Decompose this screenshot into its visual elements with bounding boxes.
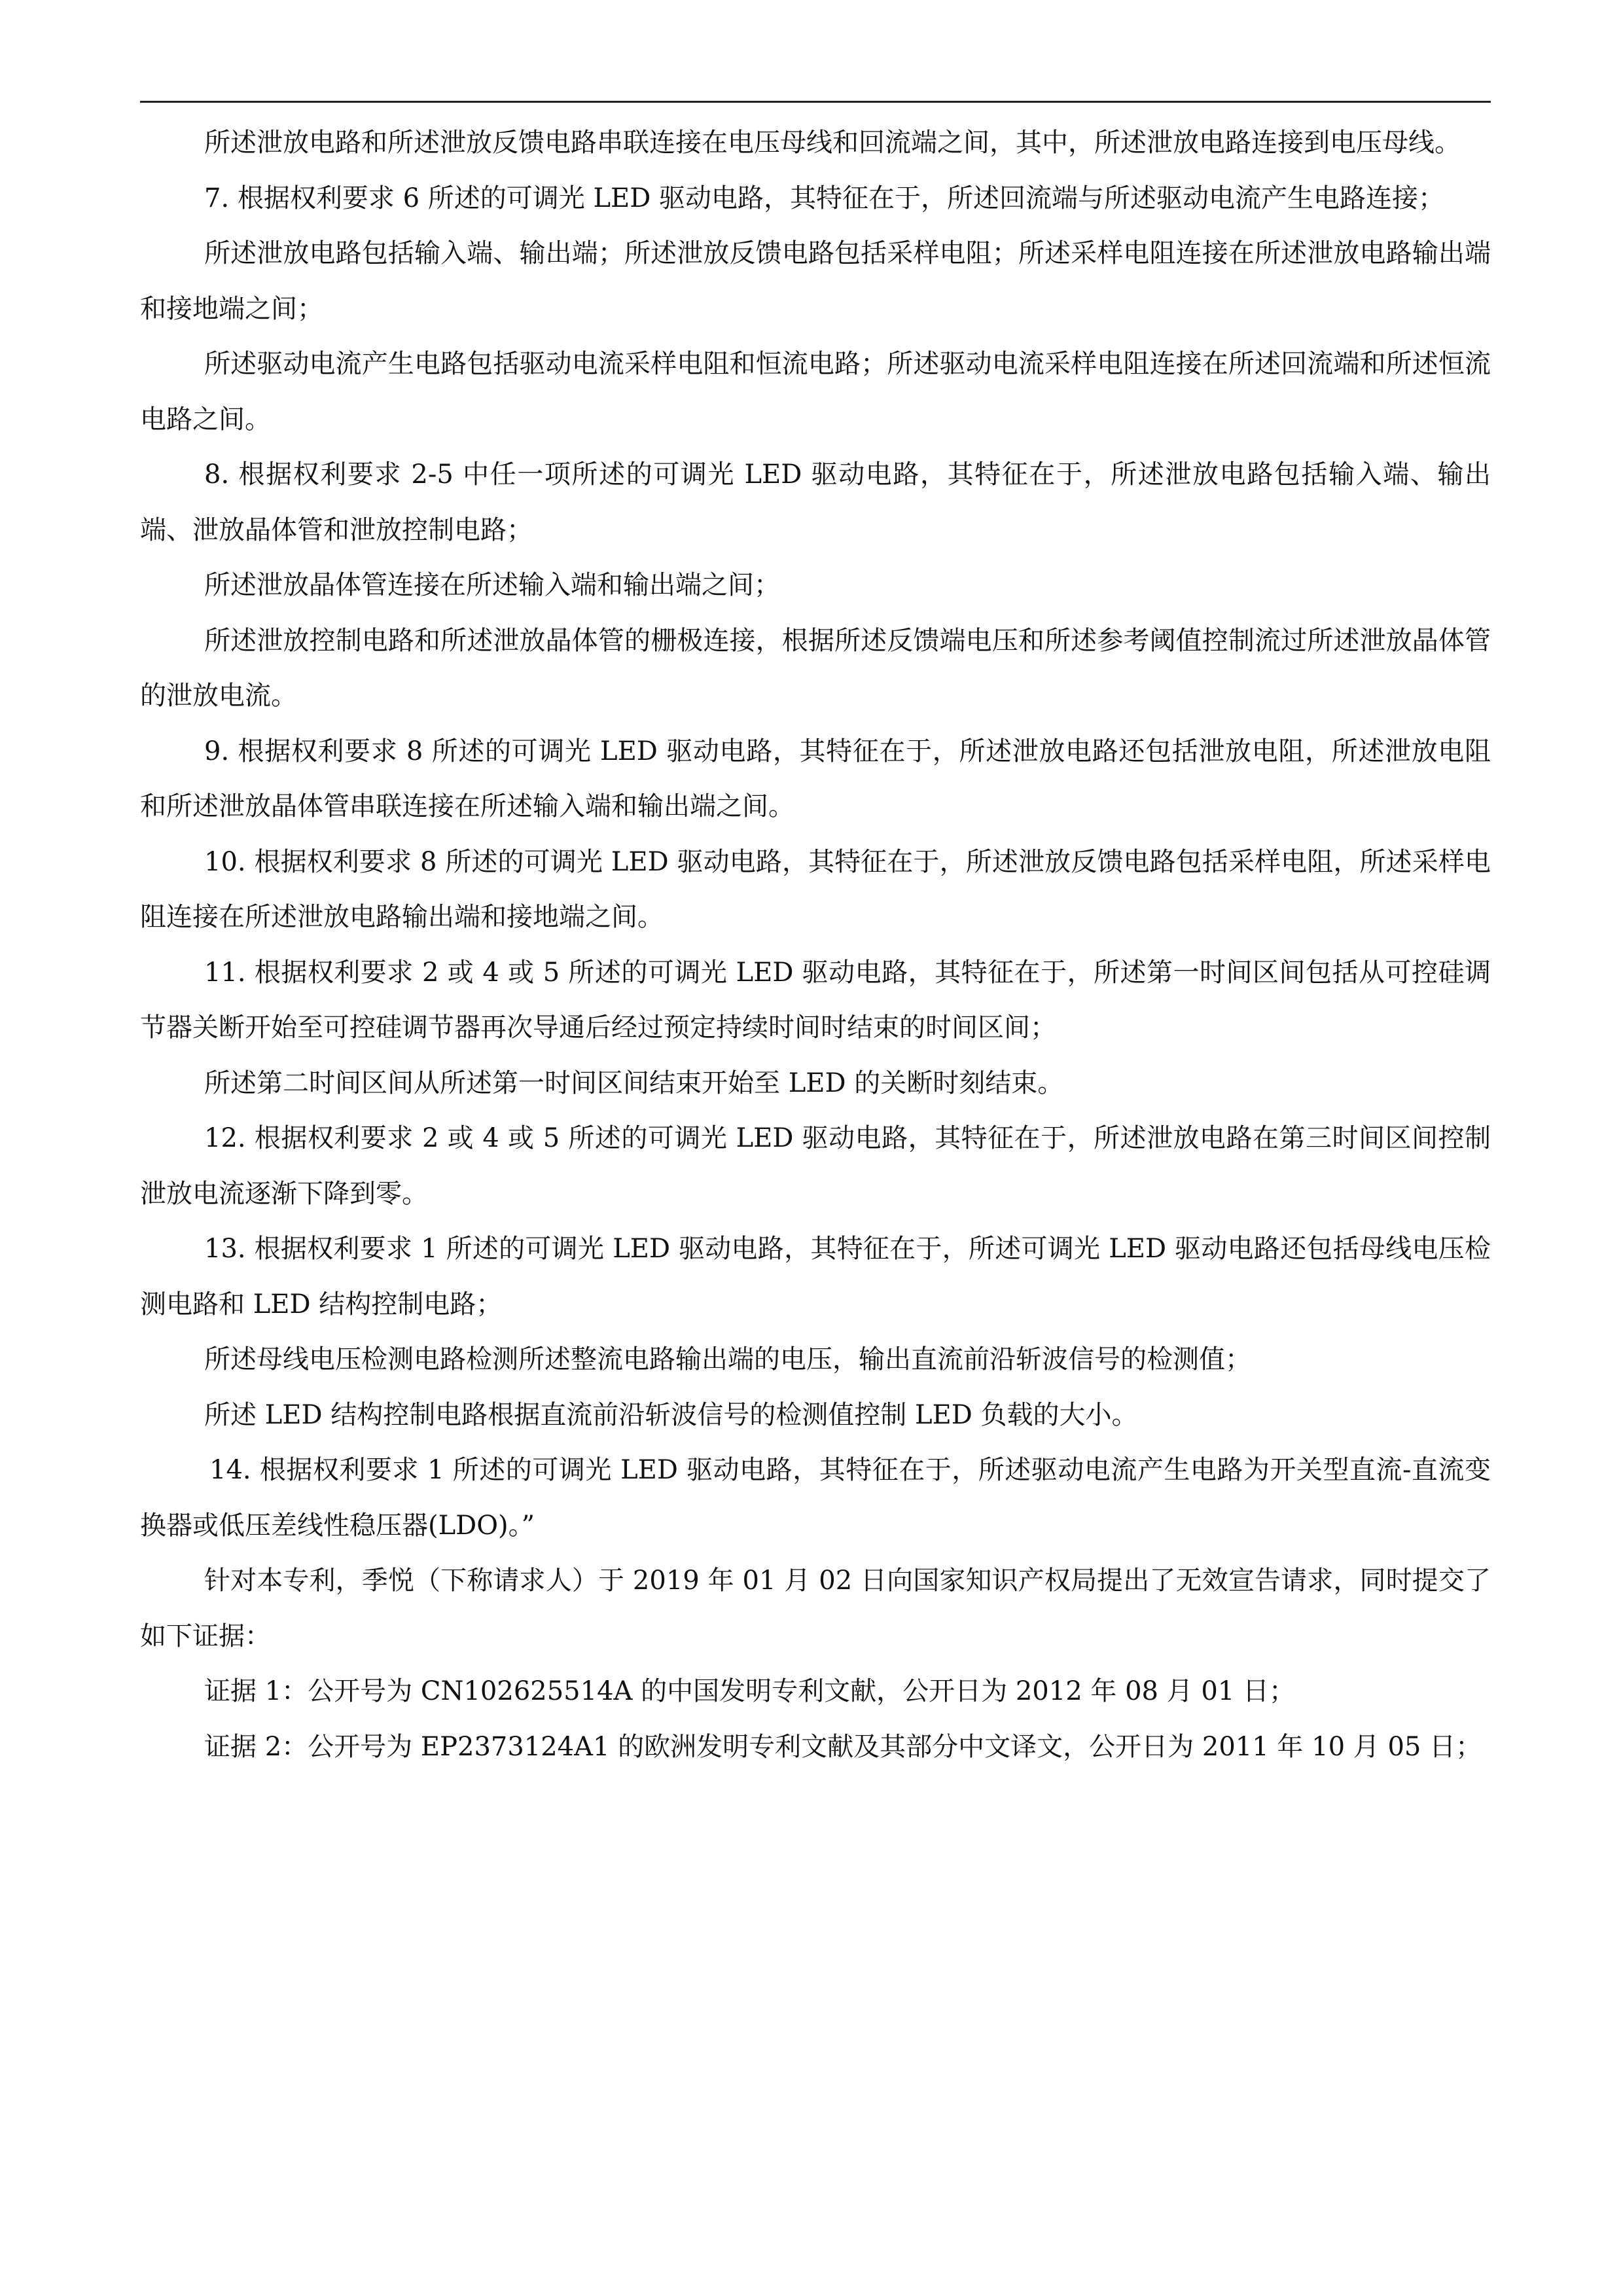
claim-9: 9. 根据权利要求 8 所述的可调光 LED 驱动电路，其特征在于，所述泄放电路还包括泄放电阻，所述泄放电阻和所述泄放晶体管串联连接在所述输入端和输出端之间。 bbox=[140, 736, 1491, 821]
paragraph: 所述泄放电路包括输入端、输出端；所述泄放反馈电路包括采样电阻；所述采样电阻连接在所述泄放电路输出端和接地端之间； bbox=[140, 238, 1491, 324]
paragraph: 所述泄放晶体管连接在所述输入端和输出端之间； bbox=[204, 570, 780, 600]
paragraph: 所述泄放电路和所述泄放反馈电路串联连接在电压母线和回流端之间，其中，所述泄放电路连接到电压母线。 bbox=[204, 128, 1461, 158]
claim-7: 7. 根据权利要求 6 所述的可调光 LED 驱动电路，其特征在于，所述回流端与所述驱动电流产生电路连接； bbox=[204, 183, 1445, 213]
evidence-2: 证据 2：公开号为 EP2373124A1 的欧洲发明专利文献及其部分中文译文，公开日为 2011 年 10 月 05 日； bbox=[204, 1731, 1482, 1762]
paragraph: 所述母线电压检测电路检测所述整流电路输出端的电压，输出直流前沿斩波信号的检测值； bbox=[204, 1344, 1251, 1374]
claim-8: 8. 根据权利要求 2-5 中任一项所述的可调光 LED 驱动电路，其特征在于，所述泄放电路包括输入端、输出端、泄放晶体管和泄放控制电路； bbox=[140, 459, 1491, 545]
claim-13: 13. 根据权利要求 1 所述的可调光 LED 驱动电路，其特征在于，所述可调光 LED 驱动电路还包括母线电压检测电路和 LED 结构控制电路； bbox=[140, 1234, 1491, 1319]
paragraph: 所述泄放控制电路和所述泄放晶体管的栅极连接，根据所述反馈端电压和所述参考阈值控制流过所述泄放晶体管的泄放电流。 bbox=[140, 625, 1491, 711]
claim-12: 12. 根据权利要求 2 或 4 或 5 所述的可调光 LED 驱动电路，其特征在于，所述泄放电路在第三时间区间控制泄放电流逐渐下降到零。 bbox=[140, 1123, 1491, 1209]
claim-14: 14. 根据权利要求 1 所述的可调光 LED 驱动电路，其特征在于，所述驱动电流产生电路为开关型直流-直流变换器或低压差线性稳压器(LDO)。” bbox=[140, 1455, 1491, 1541]
paragraph: 所述第二时间区间从所述第一时间区间结束开始至 LED 的关断时刻结束。 bbox=[204, 1067, 1064, 1098]
claim-11: 11. 根据权利要求 2 或 4 或 5 所述的可调光 LED 驱动电路，其特征在于，所述第一时间区间包括从可控硅调节器关断开始至可控硅调节器再次导通后经过预定持续时间时结束的时间区间； bbox=[140, 957, 1491, 1043]
header-rule bbox=[140, 101, 1491, 103]
claim-10: 10. 根据权利要求 8 所述的可调光 LED 驱动电路，其特征在于，所述泄放反馈电路包括采样电阻，所述采样电阻连接在所述泄放电路输出端和接地端之间。 bbox=[140, 846, 1491, 932]
request-paragraph: 针对本专利，季悦（下称请求人）于 2019 年 01 月 02 日向国家知识产权局提出了无效宣告请求，同时提交了如下证据： bbox=[140, 1566, 1491, 1651]
evidence-1: 证据 1：公开号为 CN102625514A 的中国发明专利文献，公开日为 2012 年 08 月 01 日； bbox=[204, 1676, 1296, 1706]
paragraph: 所述 LED 结构控制电路根据直流前沿斩波信号的检测值控制 LED 负载的大小。 bbox=[204, 1399, 1138, 1430]
paragraph: 所述驱动电流产生电路包括驱动电流采样电阻和恒流电路；所述驱动电流采样电阻连接在所述回流端和所述恒流电路之间。 bbox=[140, 349, 1491, 435]
document-body bbox=[140, 115, 1491, 1774]
